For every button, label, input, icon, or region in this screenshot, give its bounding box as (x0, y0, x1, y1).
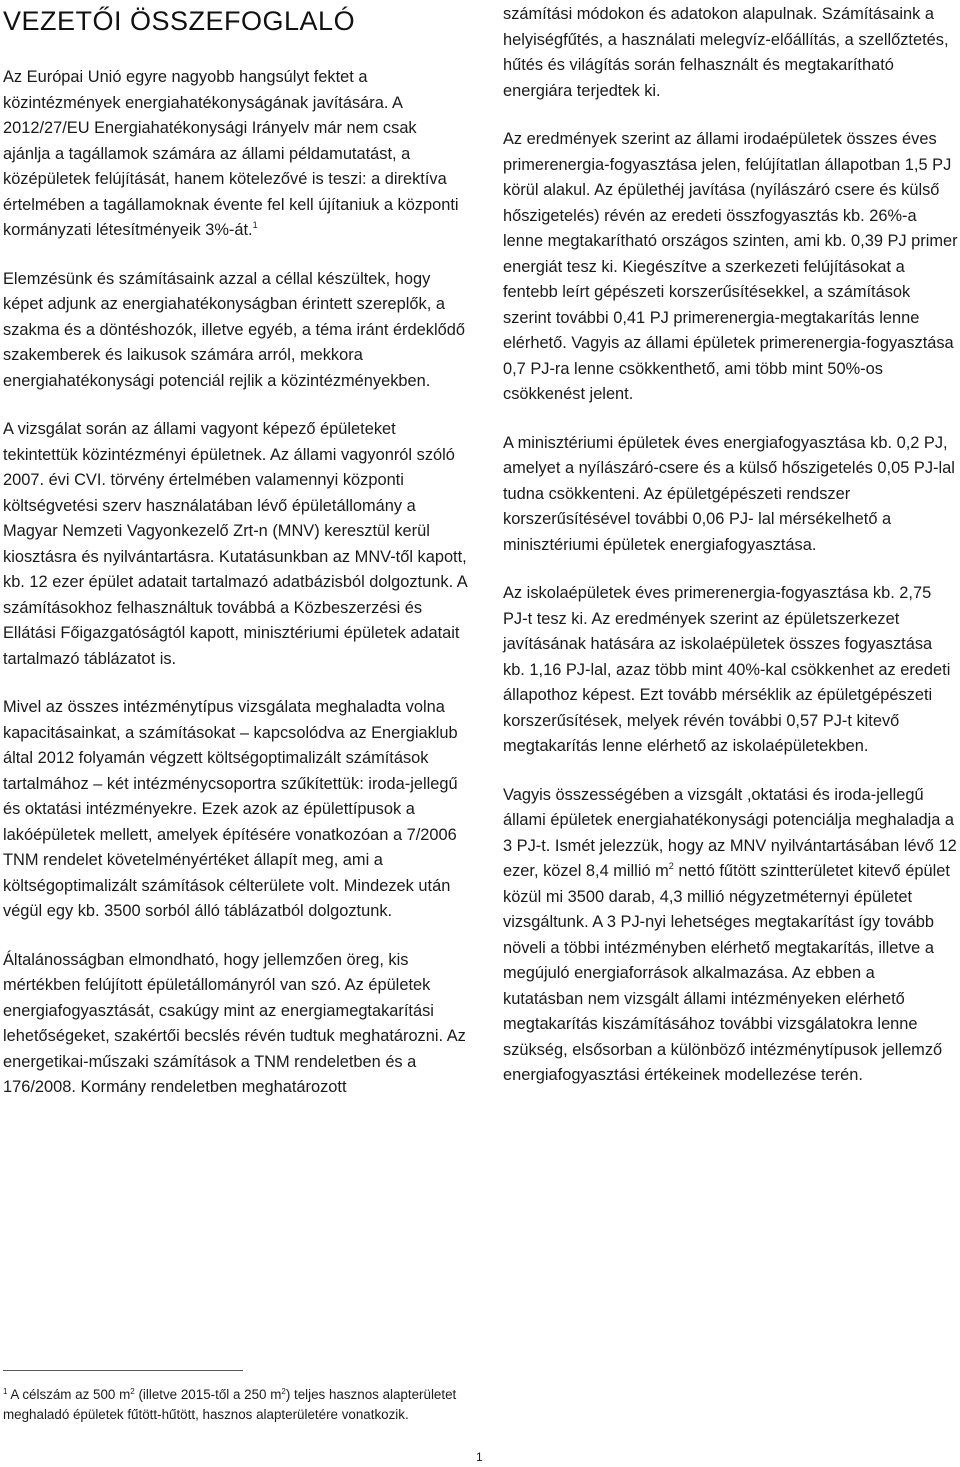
page-title: VEZETŐI ÖSSZEFOGLALÓ (3, 6, 356, 36)
footnote-text-part: A célszám az 500 m (7, 1387, 131, 1402)
page-number: 1 (476, 1450, 483, 1464)
paragraph-building-stock: Általánosságban elmondható, hogy jellemzően öreg, kis mértékben felújított épületállományról van szó. Az épületek energiafogyasztását, csakúgy mint az energiamegtakarítási lehetőségeket, szakértői becslés révén tudtuk meghatározni. Az energetikai-műszaki számítások a TNM rendeletben és a 176/2008. Kormány rendeletben meghatározott (3, 950, 466, 1096)
superscript: 2 (281, 1387, 286, 1396)
paragraph-analysis-goal: Elemzésünk és számításaink azzal a céllal készültek, hogy képet adjunk az energiahatékonyságban érintett szereplők, a szakma és a döntéshozók, illetve egyéb, a téma iránt érdeklődő szakemberek és laikusok számára arról, mekkora energiahatékonysági potenciál rejlik a közintézményekben. (3, 269, 465, 390)
footnote-text-part: ) teljes hasznos alapterületet meghaladó épületek fűtött-hűtött, hasznos alapterületére vonatkozik. (3, 1387, 457, 1422)
summary-text-part: nettó fűtött szintterületet kitevő épület közül mi 3500 darab, 4,3 millió négyzetméternyi épületet vizsgáltunk. A 3 PJ-nyi lehetséges megtakarítást így tovább növeli a többi intézményben elérhető megtakarítás, illetve a megújuló energiaforrások alkalmazása. Az ebben a kutatásban nem vizsgált állami intézményeken elérhető megtakarítás kiszámításához további vizsgálatokra lenne szükség, elsősorban a különböző intézménytípusok jellemző energiafogyasztási értékeinek modellezése terén. (503, 862, 950, 1084)
paragraph-summary (503, 783, 958, 1089)
superscript: 2 (130, 1387, 135, 1396)
paragraph-scope: A vizsgálat során az állami vagyont képező épületeket tekintettük közintézményi épületnek. Az állami vagyonról szóló 2007. évi CVI. törvény értelmében valamennyi központi költségvetési szerv használatában lévő épületállomány a Magyar Nemzeti Vagyonkezelő Zrt-n (MNV) keresztül kerül kiosztásra és nyilvántartásra. Kutatásunkban az MNV-től kapott, kb. 12 ezer épület adatait tartalmazó adatbázisból dolgoztunk. A számításokhoz felhasználtuk továbbá a Közbeszerzési és Ellátási Főigazgatóságtól kapott, minisztériumi épületek adatait tartalmazó táblázatot is. (3, 420, 467, 668)
paragraph-methodology: Mivel az összes intézménytípus vizsgálata meghaladta volna kapacitásainkat, a számításokat – kapcsolódva az Energiaklub által 2012 folyamán végzett költségoptimalizált számítások tartalmához – két intézménycsoportra szűkítettük: iroda-jellegű és oktatási intézményekre. Ezek azok az épülettípusok a lakóépületek mellett, amelyek építésére vonatkozóan a 7/2006 TNM rendelet követelményértéket állapít meg, ami a költségoptimalizált számítások célterülete volt. Mindezek után végül egy kb. 3500 sorból álló táblázatból dolgoztunk. (3, 698, 458, 920)
paragraph-eu-directive (3, 65, 467, 244)
paragraph-ministry-results: A minisztériumi épületek éves energiafogyasztása kb. 0,2 PJ, amelyet a nyílászáró-csere és a külső hőszigetelés 0,05 PJ-lal tudna csökkenteni. Az épületgépészeti rendszer korszerűsítésével további 0,06 PJ- lal mérsékelhető a minisztériumi épületek energiafogyasztása. (503, 433, 955, 554)
paragraph-school-results: Az iskolaépületek éves primerenergia-fogyasztása kb. 2,75 PJ-t tesz ki. Az eredmények szerint az épületszerkezet javításának hatására az iskolaépületek összes fogyasztása kb. 1,16 PJ-lal, azaz több mint 40%-kal csökkenhet az eredeti állapothoz képest. Ezt tovább mérséklik az épületgépészeti korszerűsítések, melyek révén további 0,57 PJ-t kitevő megtakarítás lenne elérhető az iskolaépületekben. (503, 584, 951, 755)
summary-text-part: Vagyis összességében a vizsgált ,oktatási és iroda-jellegű állami épületek energiahatékonysági potenciálja meghaladja a 3 PJ-t. Ismét jelezzük, hogy az MNV nyilvántartásában lévő 12 ezer, közel 8,4 millió m (503, 785, 957, 880)
paragraph-office-results: Az eredmények szerint az állami irodaépületek összes éves primerenergia-fogyasztása jelen, felújítatlan állapotban 1,5 PJ körül alakul. Az épülethéj javítása (nyílászáró csere és külső hőszigetelés) révén az eredeti összfogyasztás kb. 26%-a lenne megtakarítható országos szinten, ami kb. 0,39 PJ primer energiát tesz ki. Kiegészítve a szerkezeti felújításokat a fentebb leírt gépészeti korszerűsítésekkel, a számítások szerint további 0,41 PJ primerenergia-megtakarítás lenne elérhető. Vagyis az állami épületek primerenergia-fogyasztása 0,7 PJ-ra lenne csökkenthető, ami több mint 50%-os csökkenést jelent. (503, 130, 958, 403)
footnote-reference: 1 (252, 220, 258, 230)
right-column (503, 2, 958, 1089)
paragraph-text: Az Európai Unió egyre nagyobb hangsúlyt fektet a közintézmények energiahatékonyságának javítására. A 2012/27/EU Energiahatékonysági Irányelv már nem csak ajánlja a tagállamok számára az állami példamutatást, a középületek felújítását, hanem kötelezővé is teszi: a direktíva értelmében a tagállamoknak évente fel kell újítaniuk a központi kormányzati létesítményeik 3%-át. (3, 68, 459, 239)
paragraph-calculation-basis: számítási módokon és adatokon alapulnak. Számításaink a helyiségfűtés, a használati melegvíz-előállítás, a szellőztetés, hűtés és világítás során felhasznált és megtakarítható energiára terjedtek ki. (503, 5, 949, 100)
footnote-text-part: (illetve 2015-től a 250 m (134, 1387, 282, 1402)
footnote-divider (3, 1370, 243, 1371)
footnote (3, 1385, 473, 1424)
superscript: 2 (668, 861, 674, 871)
footnote-number: 1 (3, 1387, 8, 1396)
left-column (3, 0, 467, 1101)
